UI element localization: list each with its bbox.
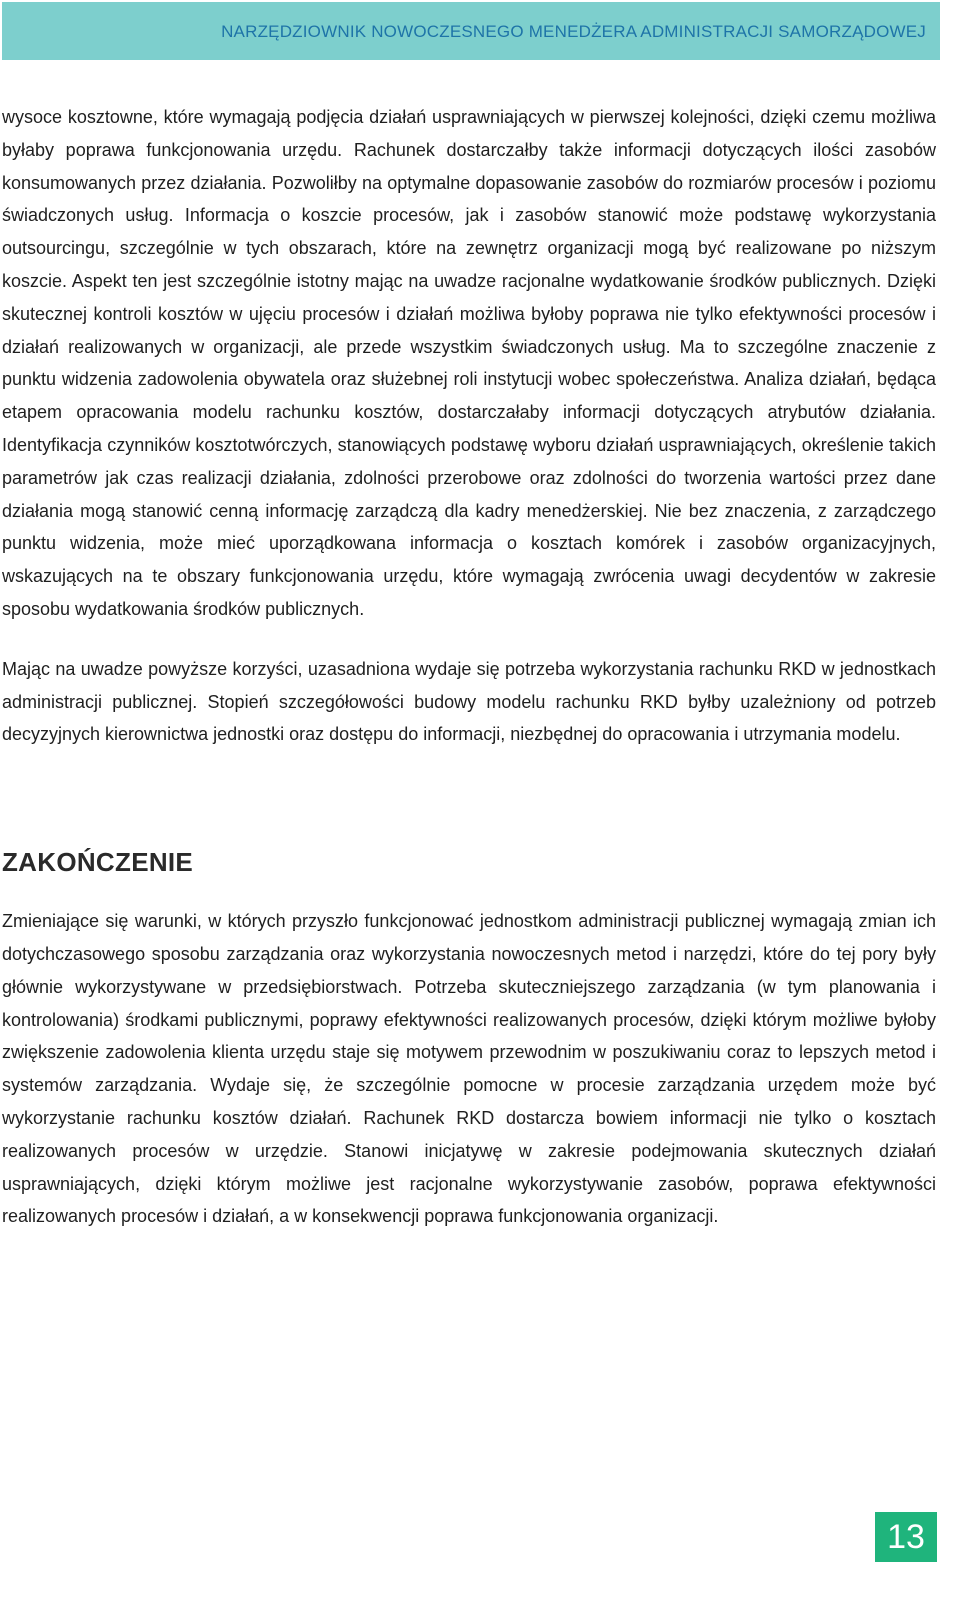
body-paragraph-2: Mając na uwadze powyższe korzyści, uzasadniona wydaje się potrzeba wykorzystania rachunku RKD w jednostkach administracji publicznej. Stopień szczegółowości budowy modelu rachunku RKD byłby uzależniony od potrzeb decyzyjnych kierownictwa jednostki oraz dostępu do informacji, niezbędnej do opracowania i utrzymania modelu. [2,658,936,745]
page-number-badge [875,1512,937,1562]
section-heading-conclusion: ZAKOŃCZENIE [2,847,194,878]
page-content [2,101,936,1233]
running-header [2,2,940,60]
running-header-title: NARZĘDZIOWNIK NOWOCZESNEGO MENEDŻERA ADMINISTRACJI SAMORZĄDOWEJ [221,22,926,41]
body-paragraph-1: wysoce kosztowne, które wymagają podjęcia działań usprawniających w pierwszej kolejności, dzięki czemu możliwa byłaby poprawa funkcjonowania urzędu. Rachunek dostarczałby także informacji dotyczących ilości zasobów konsumowanych przez działania. Pozwoliłby na optymalne dopasowanie zasobów do rozmiarów procesów i poziomu świadczonych usług. Informacja o koszcie procesów, jak i zasobów stanowić może podstawę wykorzystania outsourcingu, szczególnie w tych obszarach, które na zewnętrz organizacji mogą być realizowane po niższym koszcie. Aspekt ten jest szczególnie istotny mając na uwadze racjonalne wydatkowanie środków publicznych. Dzięki skutecznej kontroli kosztów w ujęciu procesów i działań możliwa byłoby poprawa nie tylko efektywności procesów i działań realizowanych w organizacji, ale przede wszystkim świadczonych usług. Ma to szczególne znaczenie z punktu widzenia zadowolenia obywatela oraz służebnej roli instytucji wobec społeczeństwa. Analiza działań, będąca etapem opracowania modelu rachunku kosztów, dostarczałaby informacji dotyczących atrybutów działania. Identyfikacja czynników kosztotwórczych, stanowiących podstawę wyboru działań usprawniających, określenie takich parametrów jak czas realizacji działania, zdolności przerobowe oraz zdolności do tworzenia wartości przez dane działania mogą stanowić cenną informację zarządczą dla kadry menedżerskiej. Nie bez znaczenia, z zarządczego punktu widzenia, może mieć uporządkowana informacja o kosztach komórek i zasobów organizacyjnych, wskazujących na te obszary funkcjonowania urzędu, które wymagają zwrócenia uwagi decydentów w zakresie sposobu wydatkowania środków publicznych. [2,107,936,619]
conclusion-paragraph: Zmieniające się warunki, w których przyszło funkcjonować jednostkom administracji publicznej wymagają zmian ich dotychczasowego sposobu zarządzania oraz wykorzystania nowoczesnych metod i narzędzi, które do tej pory były głównie wykorzystywane w przedsiębiorstwach. Potrzeba skuteczniejszego zarządzania (w tym planowania i kontrolowania) środkami publicznymi, poprawy efektywności realizowanych procesów, dzięki którym możliwe byłoby zwiększenie zadowolenia klienta urzędu staje się motywem przewodnim w poszukiwaniu coraz to lepszych metod i systemów zarządzania. Wydaje się, że szczególnie pomocne w procesie zarządzania urzędem może być wykorzystanie rachunku kosztów działań. Rachunek RKD dostarcza bowiem informacji nie tylko o kosztach realizowanych procesów w urzędzie. Stanowi inicjatywę w zakresie podejmowania skutecznych działań usprawniających, dzięki którym możliwe jest racjonalne wykorzystywanie zasobów, poprawa efektywności realizowanych procesów i działań, a w konsekwencji poprawa funkcjonowania organizacji. [2,911,936,1227]
page-number: 13 [887,1518,925,1556]
